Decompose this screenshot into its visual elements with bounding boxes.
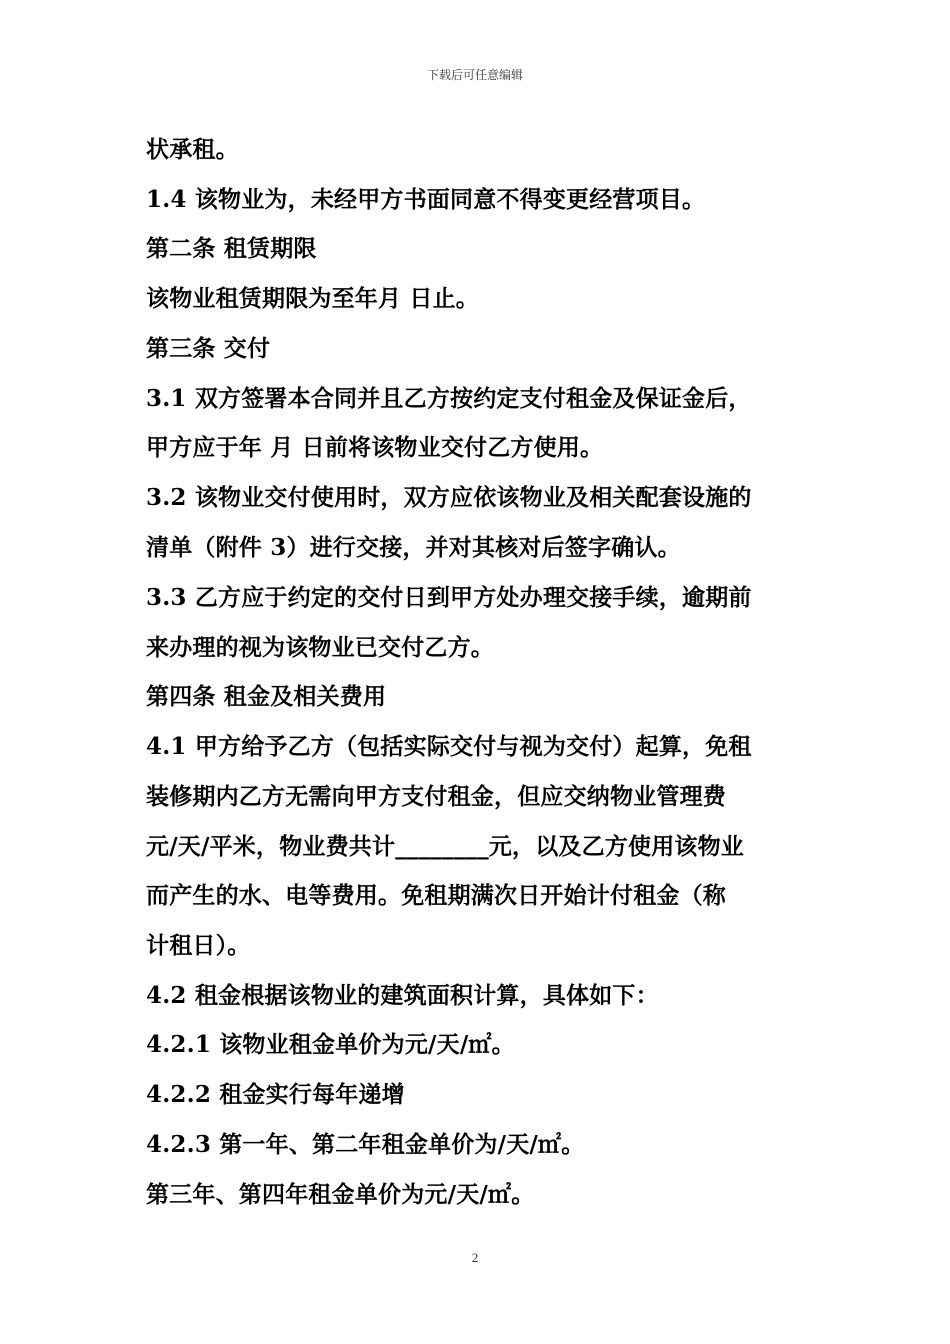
text-line: 3.2 该物业交付使用时，双方应依该物业及相关配套设施的: [146, 484, 752, 511]
text-line: 4.2.1 该物业租金单价为元/天/㎡。: [146, 1031, 515, 1058]
text-line: 来办理的视为该物业已交付乙方。: [146, 634, 494, 661]
text-line: 第三年、第四年租金单价为元/天/㎡。: [146, 1181, 535, 1208]
text-line: 甲方应于年 月 日前将该物业交付乙方使用。: [146, 434, 604, 461]
text-line: 3.1 双方签署本合同并且乙方按约定支付租金及保证金后，: [146, 385, 752, 412]
text-line: 状承租。: [146, 136, 239, 163]
text-line: 而产生的水、电等费用。免租期满次日开始计付租金（称: [146, 882, 726, 909]
page-header: 下载后可任意编辑: [426, 68, 523, 82]
text-line: 该物业租赁期限为至年月 日止。: [146, 285, 480, 312]
text-line: 1.4 该物业为，未经甲方书面同意不得变更经营项目。: [146, 186, 706, 213]
text-line: 4.2.2 租金实行每年递增: [146, 1081, 405, 1108]
page-number: 2: [471, 1250, 479, 1265]
text-line: 4.2.3 第一年、第二年租金单价为/天/㎡。: [146, 1131, 585, 1158]
text-line: 3.3 乙方应于约定的交付日到甲方处办理交接手续，逾期前: [146, 584, 752, 611]
text-line: 计租日）。: [146, 932, 251, 959]
section-heading: 第四条 租金及相关费用: [146, 683, 387, 710]
section-heading: 第二条 租赁期限: [146, 235, 317, 262]
text-line: 装修期内乙方无需向甲方支付租金，但应交纳物业管理费: [146, 783, 726, 810]
text-line: 清单（附件 3）进行交接，并对其核对后签字确认。: [146, 534, 681, 561]
text-line: 4.1 甲方给予乙方（包括实际交付与视为交付）起算，免租: [146, 733, 752, 760]
section-heading: 第三条 交付: [146, 335, 271, 362]
text-line: 元/天/平米，物业费共计________元，以及乙方使用该物业: [146, 833, 745, 860]
text-line: 4.2 租金根据该物业的建筑面积计算，具体如下：: [146, 982, 659, 1009]
